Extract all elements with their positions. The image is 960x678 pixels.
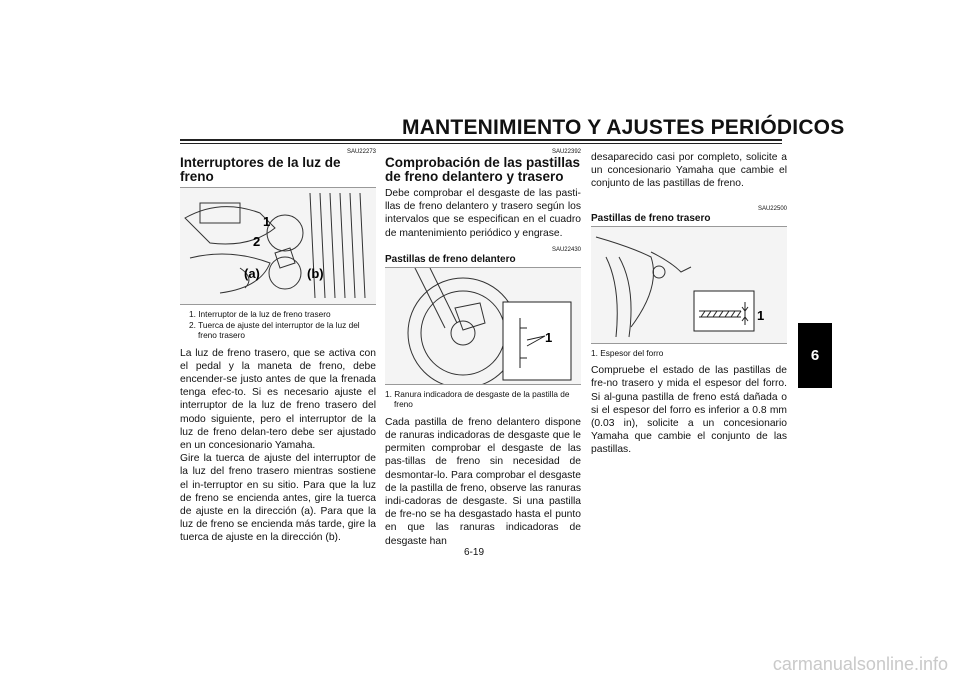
fig-label-a: (a) — [244, 266, 260, 281]
subsection-code: SAU22500 — [757, 205, 787, 212]
brake-switch-figure — [180, 187, 376, 305]
fig-label-1: 1 — [545, 329, 553, 345]
rear-brake-figure — [591, 226, 787, 344]
figure-captions — [180, 309, 376, 341]
fig-label-1: 1 — [757, 307, 765, 323]
page-number: 6-19 — [464, 547, 485, 558]
subsection-code: SAU22430 — [551, 246, 581, 253]
front-brake-illustration — [385, 268, 581, 384]
page-header-title: MANTENIMIENTO Y AJUSTES PERIÓDICOS — [402, 116, 845, 139]
watermark[interactable]: carmanualsonline.info — [772, 654, 948, 674]
body-paragraph: desaparecido casi por completo, solicite a un concesionario Yamaha que cambie el conjunto de las pastillas de freno. — [591, 152, 787, 190]
chapter-tab[interactable]: 6 — [798, 323, 832, 388]
fig-label-b: (b) — [307, 266, 324, 281]
section-code: SAU22392 — [551, 149, 581, 155]
subsection-title: Pastillas de freno delantero — [385, 253, 516, 265]
caption-item: 2. Tuerca de ajuste del interruptor de la luz del freno trasero — [189, 319, 360, 340]
fig-label-1: 1 — [263, 214, 271, 229]
fig-label-2: 2 — [253, 234, 261, 249]
caption-item: 1. Interruptor de la luz de freno trasero — [189, 309, 331, 319]
column-1 — [180, 148, 376, 545]
body-paragraph: La luz de freno trasero, que se activa con el pedal y la maneta de freno, debe encender-se justo antes de que la frenada tenga efec-to. Si es necesario ajuste el interruptor de la luz de freno trasero del modo siguiente, pero el interruptor de la luz de freno delan-tero debe ser ajustado en un concesionario Yamaha. — [180, 347, 376, 451]
body-paragraph: Cada pastilla de freno delantero dispone de ranuras indicadoras de desgaste que le permiten comprobar el desgaste de las pas-tillas de freno sin necesidad de desmontar-lo. Para comprobar el desgaste de la pastilla de freno, observe las ranuras indi-cadoras de desgaste. Si una pastilla de fre-no se ha desgastado hasta el punto en que las ranuras indicadoras de desgaste han — [385, 416, 581, 547]
column-2 — [385, 148, 581, 548]
body-paragraph: Compruebe el estado de las pastillas de fre-no trasero y mida el espesor del forro. Si al-guna pastilla de freno está dañada o si el espesor del forro es inferior a 0.8 mm (0.03 in), solicite a un concesionario Yamaha que cambie el conjunto de las pastillas. — [591, 365, 787, 456]
front-brake-figure — [385, 267, 581, 385]
column-3 — [591, 151, 787, 457]
body-paragraph: Gire la tuerca de ajuste del interruptor de la luz del freno trasero mientras sostiene el in-terruptor en su sitio. Para que la luz de freno se encienda antes, gire la tuerca de ajuste en la dirección (a). Para que la luz de freno se encienda más tarde, gire la tuerca de ajuste en la dirección (b). — [180, 453, 376, 544]
figure-caption: 1. Ranura indicadora de desgaste de la pastilla de freno — [385, 388, 570, 410]
header-rule — [180, 139, 782, 141]
brake-switch-illustration — [180, 188, 376, 304]
rear-brake-illustration — [591, 227, 787, 343]
section-title: Interruptores de la luz de freno — [180, 155, 341, 184]
section-title: Comprobación de las pastillas de freno delantero y trasero — [385, 155, 581, 184]
header-rule-thin — [180, 143, 782, 144]
figure-caption: 1. Espesor del forro — [591, 347, 664, 358]
body-paragraph: Debe comprobar el desgaste de las pasti-llas de freno delantero y trasero según los intervalos que se especifican en el cuadro de mantenimiento periódico y engrase. — [385, 188, 581, 239]
section-code: SAU22273 — [346, 149, 376, 155]
subsection-title: Pastillas de freno trasero — [591, 212, 711, 224]
